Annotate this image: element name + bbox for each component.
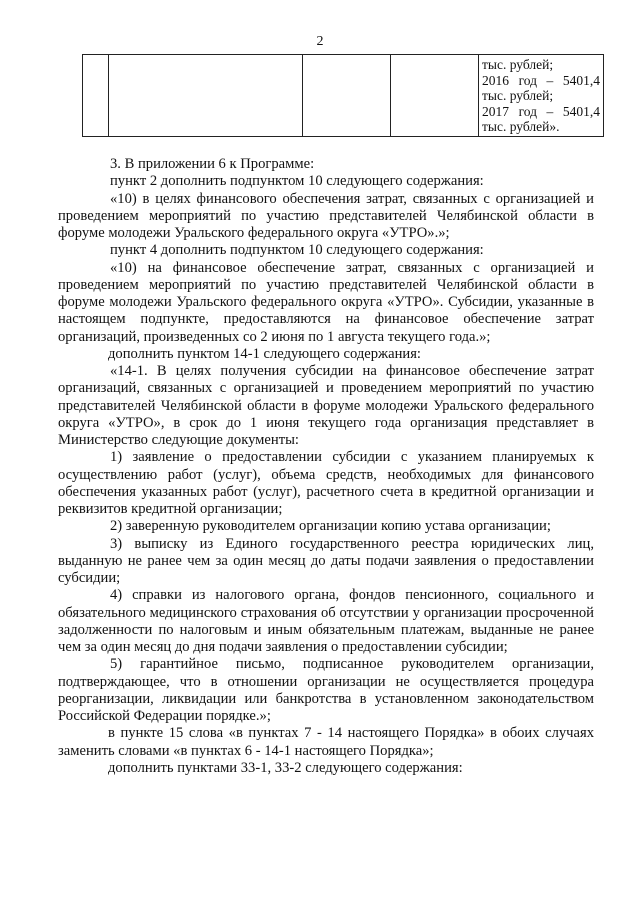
continued-table — [82, 54, 604, 137]
table-cell-line: тыс. рублей; — [482, 88, 554, 103]
table-row — [83, 55, 604, 137]
table-cell-line: тыс. рублей». — [482, 119, 560, 134]
table-cell-line: 2017 год – 5401,4 — [482, 103, 600, 119]
paragraph: в пункте 15 слова «в пунктах 7 - 14 настоящего Порядка» в обоих случаях заменить словами «в пунктах 6 - 14-1 настоящего Порядка»; — [58, 725, 594, 759]
table-cell-line: 2016 год – 5401,4 — [482, 72, 600, 88]
paragraph: «14-1. В целях получения субсидии на финансовое обеспечение затрат организаций, связанных с организацией и проведением мероприятий по участию представителей Челябинской области в форуме молодежи Уральского федерального округа «УТРО», в срок до 1 июня текущего года организация представляет в Министерство следующие документы: — [58, 363, 594, 448]
paragraph: «10) в целях финансового обеспечения затрат, связанных с организацией и проведением мероприятий по участию представителей Челябинской области в форуме молодежи Уральского федерального округа «УТРО».»; — [58, 190, 594, 241]
paragraph: пункт 4 дополнить подпунктом 10 следующего содержания: — [110, 242, 484, 259]
list-item: 4) справки из налогового органа, фондов пенсионного, социального и обязательного медицинского страхования об отсутствии у организации просроченной задолженности по налоговым и иным обязательным платежам, выданные не ранее чем за один месяц до дня подачи заявления о предоставлении субсидии; — [58, 587, 594, 655]
table-cell-empty — [303, 55, 391, 137]
page-number: 2 — [316, 34, 324, 49]
document-body — [58, 156, 594, 777]
paragraph: дополнить пунктом 14-1 следующего содержания: — [108, 345, 421, 362]
table-cell-empty — [109, 55, 303, 137]
list-item: 3) выписку из Единого государственного реестра юридических лиц, выданную не ранее чем за один месяц до даты подачи заявления о предоставлении субсидии; — [58, 535, 594, 586]
paragraph: дополнить пунктами 33-1, 33-2 следующего содержания: — [108, 759, 463, 776]
table-cell-funding — [479, 55, 604, 137]
table-cell-line: тыс. рублей; — [482, 57, 554, 72]
table-cell-empty — [83, 55, 109, 137]
list-item: 5) гарантийное письмо, подписанное руководителем организации, подтверждающее, что в отношении организации не осуществляется процедура реорганизации, ликвидации или банкротства в установленном законодательством Российской Федерации порядке.»; — [58, 656, 594, 724]
list-item: 2) заверенную руководителем организации копию устава организации; — [110, 518, 551, 535]
list-item: 1) заявление о предоставлении субсидии с указанием планируемых к осуществлению работ (услуг), объема средств, необходимых для финансового обеспечения указанных работ (услуг), расчетного счета в кредитной организации и реквизитов кредитной организации; — [58, 449, 594, 517]
paragraph: пункт 2 дополнить подпунктом 10 следующего содержания: — [110, 173, 484, 190]
table-cell-empty — [391, 55, 479, 137]
paragraph: «10) на финансовое обеспечение затрат, связанных с организацией и проведением мероприятий по участию представителей Челябинской области в форуме молодежи Уральского федерального округа «УТРО». Субсидии, указанные в настоящем подпункте, предоставляются на финансовое обеспечение затрат организаций, произведенных со 2 июня по 1 августа текущего года.»; — [58, 259, 594, 345]
section-heading: 3. В приложении 6 к Программе: — [110, 156, 315, 172]
